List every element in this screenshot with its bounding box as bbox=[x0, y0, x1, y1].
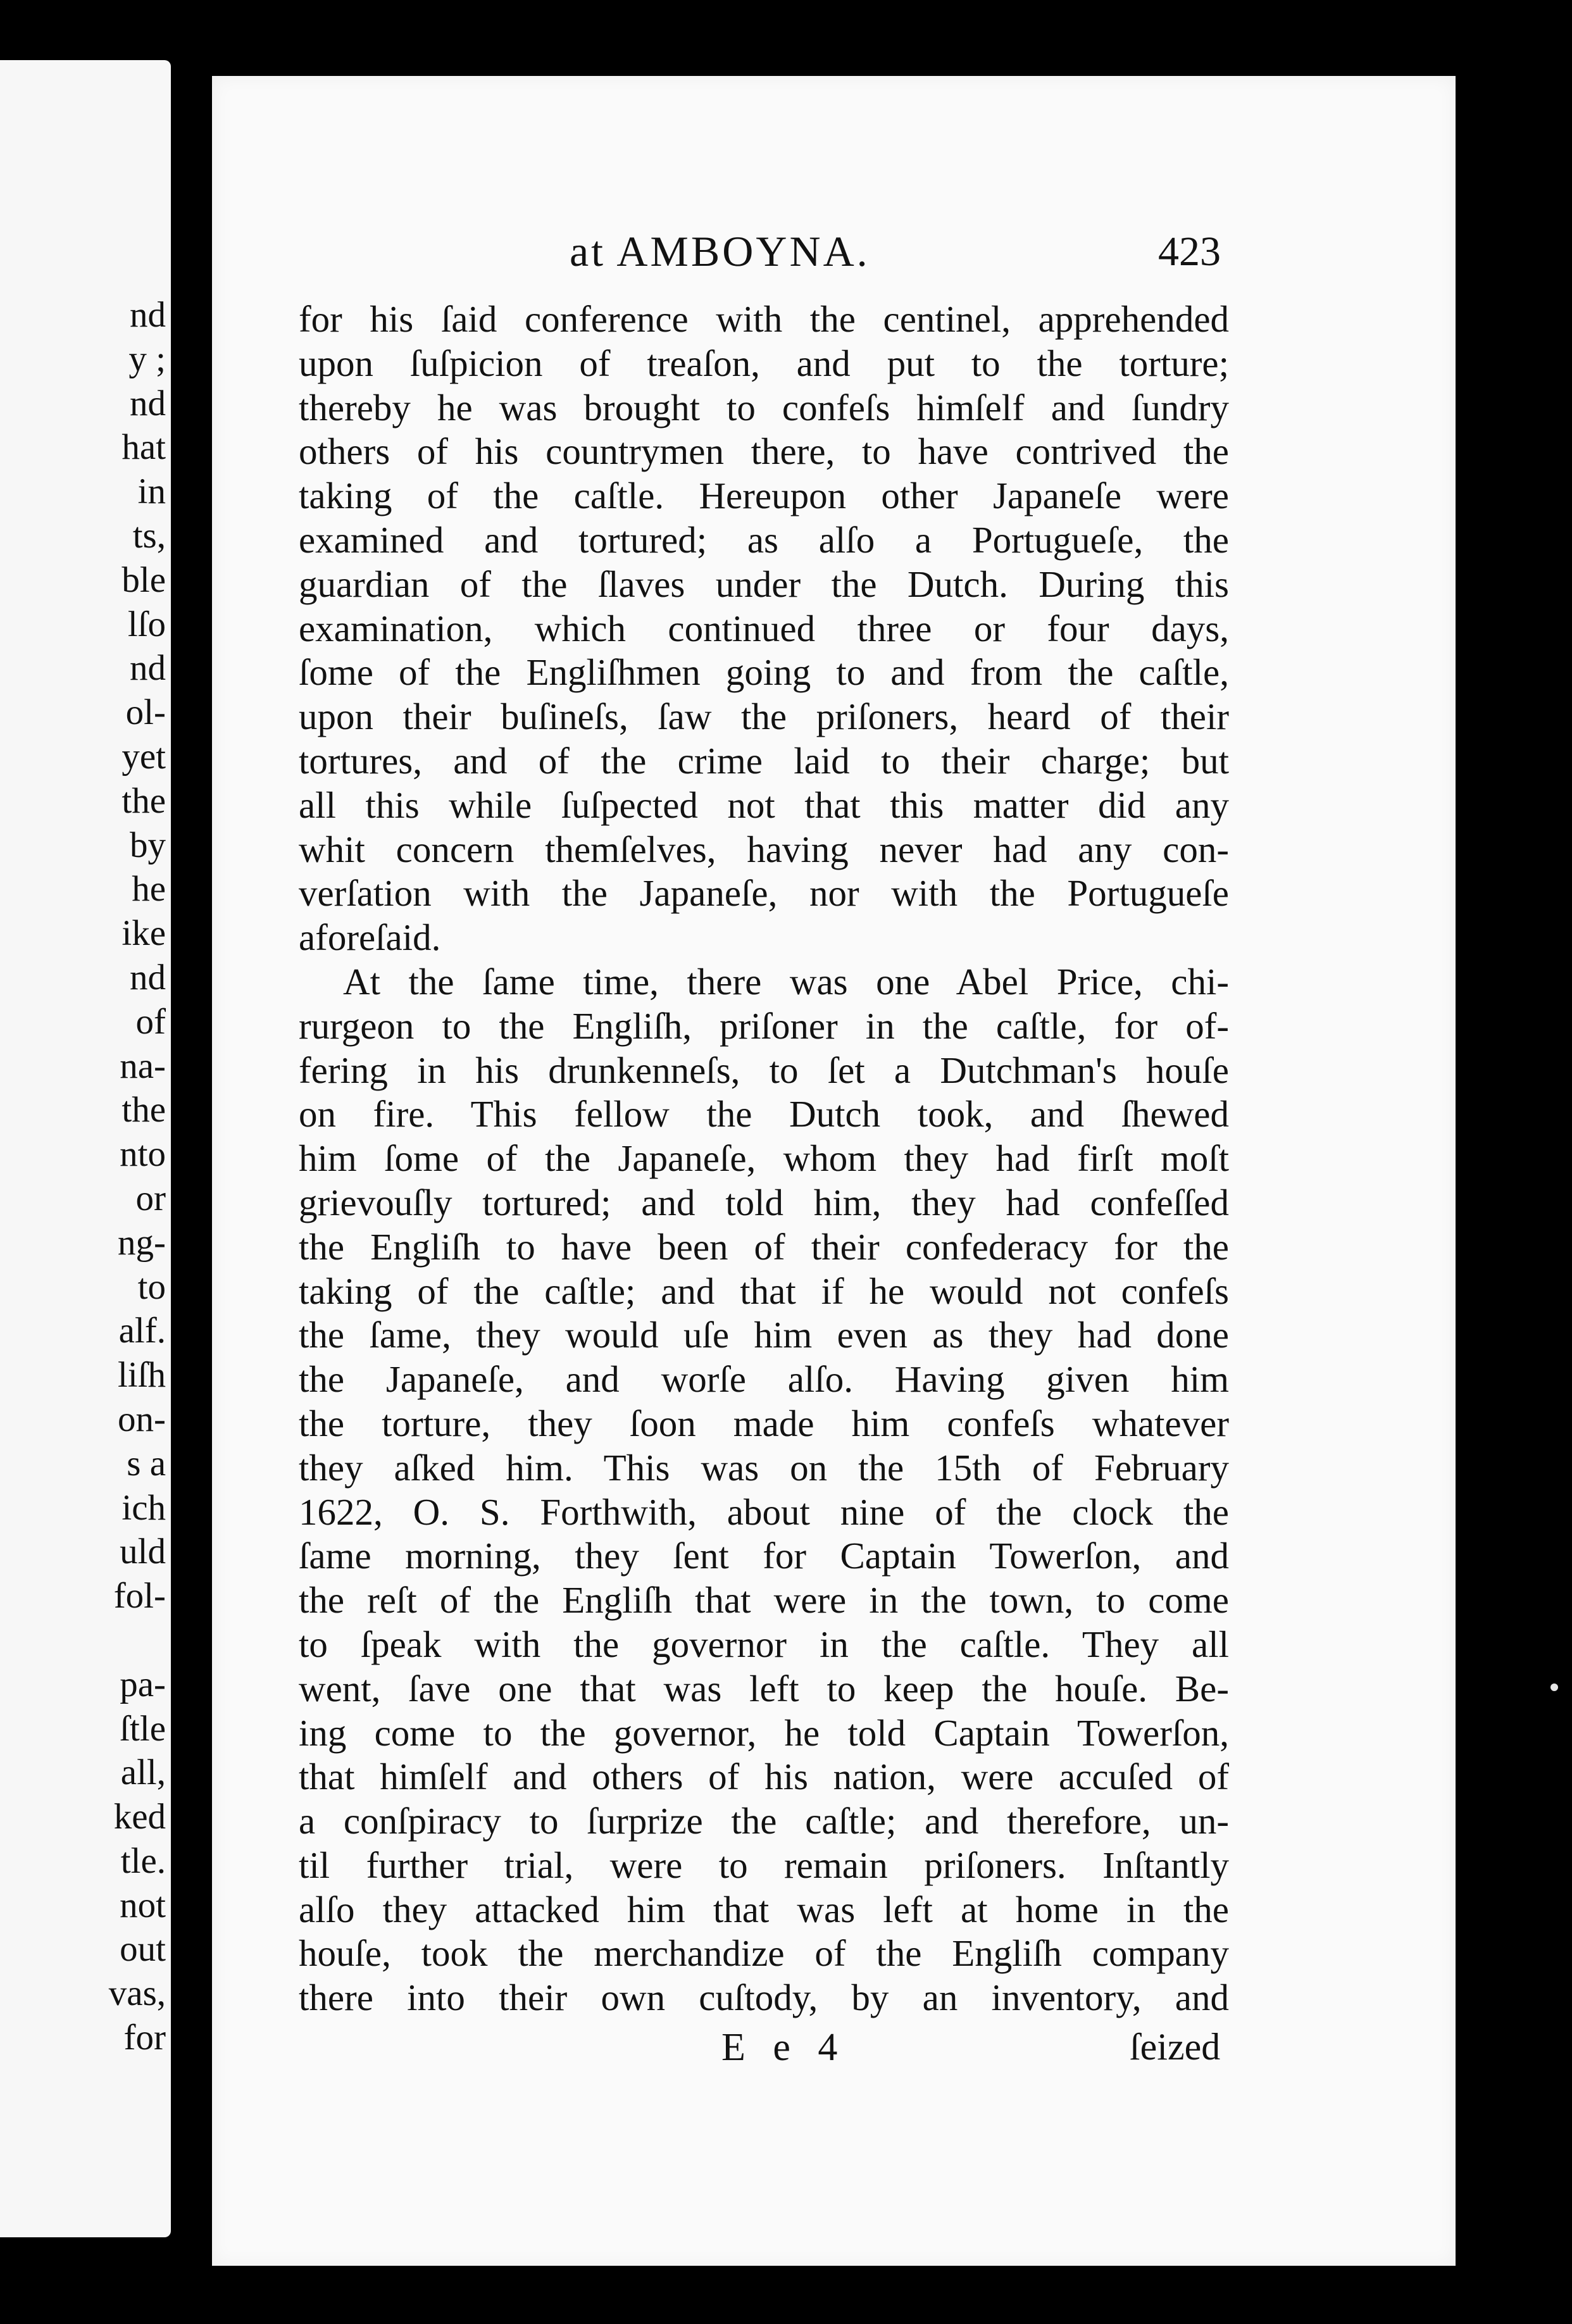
left-page-line: in bbox=[137, 472, 166, 512]
page-speck bbox=[1550, 1684, 1558, 1691]
left-page-text bbox=[0, 293, 166, 2060]
left-facing-page bbox=[0, 60, 171, 2237]
running-head: at AMBOYNA. bbox=[570, 227, 870, 275]
text-line: whit concern themſelves, having never had any con- bbox=[299, 828, 1229, 870]
left-page-line: by bbox=[130, 825, 166, 865]
left-page-line: y ; bbox=[128, 339, 166, 379]
gutter bbox=[171, 60, 212, 2275]
text-line: houſe, took the merchandize of the Engliſh company bbox=[299, 1932, 1229, 1975]
left-page-line: nd bbox=[130, 648, 166, 689]
text-line: the ſame, they would uſe him even as they had done bbox=[299, 1314, 1229, 1356]
left-page-line: nto bbox=[120, 1134, 166, 1175]
left-page-line: or bbox=[135, 1178, 166, 1218]
text-line: the Japaneſe, and worſe alſo. Having given him bbox=[299, 1358, 1229, 1401]
text-line: thereby he was brought to confeſs himſelf and ſundry bbox=[299, 386, 1229, 428]
text-line: ſome of the Engliſhmen going to and from the caſtle, bbox=[299, 651, 1229, 694]
left-page-line: vas, bbox=[108, 1973, 166, 2014]
text-line: on fire. This fellow the Dutch took, and ſhewed bbox=[299, 1093, 1229, 1135]
text-line: went, ſave one that was left to keep the houſe. Be- bbox=[299, 1667, 1229, 1709]
body-text bbox=[299, 297, 1229, 2020]
left-page-line: fol- bbox=[113, 1576, 166, 1616]
left-page-line: s a bbox=[127, 1443, 166, 1484]
catchword: ſeized bbox=[1130, 2026, 1221, 2068]
left-page-line: ike bbox=[122, 913, 166, 954]
text-line: they aſked him. This was on the 15th of February bbox=[299, 1446, 1229, 1489]
left-page-line: to bbox=[137, 1266, 166, 1307]
text-line: there into their own cuſtody, by an inventory, and bbox=[299, 1977, 1229, 2019]
left-page-line: all, bbox=[120, 1752, 166, 1793]
text-line: aforeſaid. bbox=[299, 916, 441, 959]
left-page-line: on- bbox=[118, 1399, 166, 1439]
text-line: At the ſame time, there was one Abel Price, chi- bbox=[343, 960, 1229, 1003]
text-line: the Engliſh to have been of their confederacy for the bbox=[299, 1225, 1229, 1268]
left-page-line bbox=[0, 1618, 166, 1663]
text-line: others of his countrymen there, to have contrived the bbox=[299, 430, 1229, 473]
text-line: alſo they attacked him that was left at home in the bbox=[299, 1888, 1229, 1930]
text-line: ſame morning, they ſent for Captain Towerſon, and bbox=[299, 1535, 1229, 1577]
text-line: upon their buſineſs, ſaw the priſoners, heard of their bbox=[299, 696, 1229, 738]
left-page-line: lſo bbox=[127, 604, 166, 644]
left-page-line: tle. bbox=[120, 1840, 166, 1881]
left-page-line: ts, bbox=[132, 515, 166, 556]
text-line: that himſelf and others of his nation, were accuſed of bbox=[299, 1756, 1229, 1798]
left-page-line: yet bbox=[122, 736, 166, 777]
left-page-line: the bbox=[122, 780, 166, 821]
left-page-line: he bbox=[132, 869, 166, 909]
left-page-line: alf. bbox=[118, 1311, 166, 1351]
text-line: upon ſuſpicion of treaſon, and put to the torture; bbox=[299, 342, 1229, 384]
text-line: guardian of the ſlaves under the Dutch. During this bbox=[299, 563, 1229, 605]
text-line: taking of the caſtle. Hereupon other Japaneſe were bbox=[299, 475, 1229, 517]
left-page-line: nd bbox=[130, 383, 166, 423]
text-line: taking of the caſtle; and that if he would not confeſs bbox=[299, 1270, 1229, 1312]
text-line: 1622, O. S. Forthwith, about nine of the clock the bbox=[299, 1490, 1229, 1533]
left-page-line: nd bbox=[130, 957, 166, 997]
text-line: all this while ſuſpected not that this matter did any bbox=[299, 784, 1229, 826]
left-page-line: ich bbox=[122, 1487, 166, 1528]
left-page-line: na- bbox=[120, 1046, 166, 1086]
text-line: examined and tortured; as alſo a Portugueſe, the bbox=[299, 518, 1229, 561]
text-line: tortures, and of the crime laid to their charge; but bbox=[299, 739, 1229, 782]
left-page-line: nd bbox=[130, 295, 166, 335]
left-page-line: not bbox=[120, 1885, 166, 1925]
left-page-line: ng- bbox=[118, 1222, 166, 1263]
text-line: til further trial, were to remain priſoners. Inſtantly bbox=[299, 1844, 1229, 1886]
left-page-line: for bbox=[123, 2018, 166, 2058]
left-page-line: liſh bbox=[117, 1355, 166, 1396]
left-page-line: the bbox=[122, 1090, 166, 1130]
left-page-line: ol- bbox=[125, 692, 166, 733]
text-line: a conſpiracy to ſurprize the caſtle; and therefore, un- bbox=[299, 1800, 1229, 1842]
text-line: grievouſly tortured; and told him, they had confeſſed bbox=[299, 1181, 1229, 1223]
text-line: verſation with the Japaneſe, nor with the Portugueſe bbox=[299, 872, 1229, 915]
left-page-line: ked bbox=[113, 1797, 166, 1837]
text-line: rurgeon to the Engliſh, priſoner in the caſtle, for of- bbox=[299, 1004, 1229, 1047]
left-page-line: ſtle bbox=[120, 1708, 166, 1749]
left-page-line: pa- bbox=[120, 1664, 166, 1704]
text-line: examination, which continued three or four days, bbox=[299, 607, 1229, 649]
text-line: to ſpeak with the governor in the caſtle. They all bbox=[299, 1623, 1229, 1665]
signature-mark: E e 4 bbox=[721, 2026, 847, 2069]
text-line: the torture, they ſoon made him confeſs whatever bbox=[299, 1402, 1229, 1444]
left-page-line: of bbox=[135, 1001, 166, 1042]
left-page-line: out bbox=[120, 1929, 166, 1970]
left-page-line: ble bbox=[122, 559, 166, 600]
text-line: him ſome of the Japaneſe, whom they had firſt moſt bbox=[299, 1137, 1229, 1180]
left-page-line: hat bbox=[122, 427, 166, 468]
text-line: the reſt of the Engliſh that were in the town, to come bbox=[299, 1579, 1229, 1621]
text-line: fering in his drunkenneſs, to ſet a Dutchman's houſe bbox=[299, 1049, 1229, 1091]
page-number: 423 bbox=[1158, 228, 1221, 275]
text-line: ing come to the governor, he told Captain Towerſon, bbox=[299, 1711, 1229, 1754]
left-page-line: uld bbox=[120, 1532, 166, 1572]
text-line: for his ſaid conference with the centinel, apprehended bbox=[299, 298, 1229, 340]
